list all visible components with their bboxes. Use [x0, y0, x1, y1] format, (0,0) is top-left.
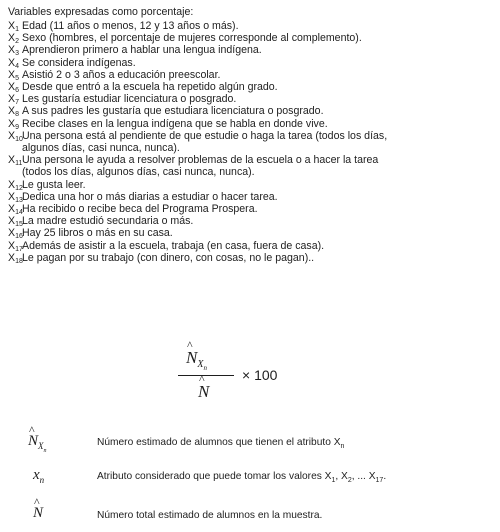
variable-index: 4 [15, 62, 19, 70]
definition-text-main: Atributo considerado que puede tomar los valores X [97, 471, 332, 482]
variable-letter: X [8, 215, 16, 228]
variable-item [8, 252, 314, 268]
variable-description: Hay 25 libros o más en su casa. [22, 227, 173, 240]
variable-description: Se considera indígenas. [22, 56, 136, 69]
variable-index: 6 [15, 87, 19, 94]
variable-symbol [8, 252, 22, 268]
variable-index: 17 [15, 245, 23, 253]
definition-symbol-main: ^ N [28, 433, 38, 450]
variable-item-continuation: (todos los días, algunos días, casi nunca, nunca). [22, 166, 255, 179]
variable-letter: X [8, 20, 16, 32]
variable-description: Una persona le ayuda a resolver problemas de la escuela o a hacer la tarea [22, 154, 379, 167]
variable-letter: X [8, 81, 16, 93]
variable-letter: X [8, 68, 16, 81]
variable-index: 13 [15, 196, 23, 204]
variable-letter: X [8, 129, 16, 142]
variable-letter: X [8, 227, 16, 240]
definition-text-main: Número estimado de alumnos que tienen el atributo X [97, 437, 341, 448]
variable-description: Sexo (hombres, el porcentaje de mujeres corresponde al complemento). [22, 32, 362, 45]
variable-description: Una persona está al pendiente de que estudie o haga la tarea (todos los días, [22, 129, 388, 142]
variable-description: Edad (11 años o menos, 12 y 13 años o más). [22, 20, 239, 32]
definition-symbol-sub: X [38, 441, 44, 451]
definition-text: Número total estimado de alumnos en la muestra. [97, 510, 323, 521]
variables-heading: Variables expresadas como porcentaje: [8, 6, 194, 18]
variable-index: 16 [15, 233, 23, 241]
variable-letter: X [8, 44, 16, 57]
variable-description: Desde que entró a la escuela ha repetido algún grado. [22, 81, 278, 93]
definition-symbol-subsub: n [43, 447, 47, 454]
variable-letter: X [8, 251, 16, 264]
variable-index: 9 [15, 123, 19, 131]
variable-index: 5 [15, 74, 19, 82]
variable-description: Asistió 2 o 3 años a educación preescolar. [22, 68, 221, 81]
variable-index: 12 [15, 184, 23, 192]
variable-description: Aprendieron primero a hablar una lengua indígena. [22, 44, 262, 57]
variable-letter: X [8, 203, 16, 215]
variable-index: 14 [15, 209, 23, 216]
variable-description: Le gusta leer. [22, 178, 86, 191]
formula-denominator [198, 382, 209, 402]
variable-index: 18 [15, 257, 23, 265]
variable-letter: X [8, 190, 16, 203]
variable-letter: X [8, 56, 16, 69]
variable-index: 3 [15, 50, 19, 58]
variable-description: La madre estudió secundaria o más. [22, 215, 194, 228]
variable-letter: X [8, 154, 16, 167]
variable-index: 10 [15, 135, 23, 143]
fraction-bar [178, 375, 234, 376]
formula-multiplier: × 100 [242, 367, 278, 383]
definition-text [97, 437, 344, 450]
variable-index: 11 [15, 160, 23, 168]
variable-description: Ha recibido o recibe beca del Programa Prospera. [22, 203, 258, 215]
definition-text-sub3: 17 [375, 477, 384, 485]
variable-description: A sus padres les gustaría que estudiara licenciatura o posgrado. [22, 105, 324, 118]
variable-item-continuation: algunos días, casi nunca, nunca). [22, 142, 180, 154]
definition-symbol [33, 505, 43, 522]
definition-text-tail: , X [335, 471, 348, 482]
formula-numerator-symbol: ^ N [186, 348, 197, 368]
definition-symbol-main: ^ N [33, 505, 43, 522]
variable-letter: X [8, 32, 16, 45]
variable-description: Le pagan por su trabajo (con dinero, con cosas, no le pagan).. [22, 251, 315, 264]
definition-text-end: . [383, 471, 387, 482]
definition-text-sub: 1 [331, 477, 336, 485]
definition-symbol [33, 467, 44, 485]
variable-index: 15 [15, 221, 23, 229]
variable-letter: X [8, 93, 16, 106]
variable-letter: X [8, 239, 16, 252]
definition-symbol-sub: n [39, 475, 45, 485]
definition-text-sub: n [340, 443, 345, 451]
variable-letter: X [8, 117, 16, 130]
variable-description: Además de asistir a la escuela, trabaja (en casa, fuera de casa). [22, 239, 325, 252]
variable-description: Recibe clases en la lengua indígena que se habla en donde vive. [22, 117, 328, 130]
definition-text-sub2: 2 [347, 477, 352, 485]
definition-symbol-main: x [33, 467, 40, 483]
formula-numerator-sub: X [197, 359, 204, 371]
formula-numerator [186, 348, 207, 372]
formula-numerator-subsub: n [203, 364, 207, 373]
variable-description: Dedica una hor o más diarias a estudiar o hacer tarea. [22, 190, 278, 203]
definition-symbol [28, 433, 47, 454]
formula-denominator-symbol: ^ N [198, 382, 209, 402]
variable-index: 8 [15, 111, 19, 119]
variable-description: Les gustaría estudiar licenciatura o posgrado. [22, 93, 237, 106]
variable-index: 1 [15, 26, 19, 33]
variable-letter: X [8, 178, 16, 191]
variable-index: 2 [15, 38, 19, 46]
definition-text [97, 471, 386, 484]
variable-letter: X [8, 105, 16, 118]
percentage-formula [170, 342, 370, 414]
definition-text-tail2: , ... X [351, 471, 376, 482]
variable-index: 7 [15, 99, 19, 107]
